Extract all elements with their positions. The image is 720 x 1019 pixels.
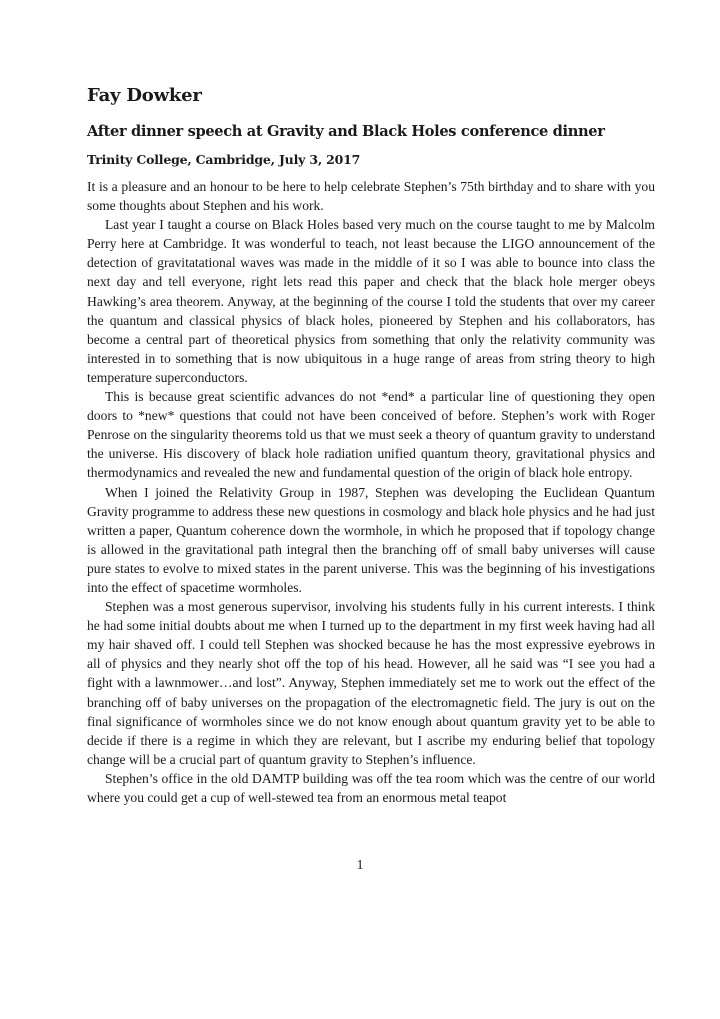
venue-date-subtitle: Trinity College, Cambridge, July 3, 2017	[87, 152, 361, 167]
paragraph-5: Stephen was a most generous supervisor, involving his students fully in his current interests. I think he had some initial doubts about me when I turned up to the department in my first week having had all my hair shaved off. I could tell Stephen was shocked because he has the most expressive eyebrows in all of physics and they nearly shot off the top of his head. However, all he said was “I see you had a fight with a lawnmower…and lost”. Anyway, Stephen immediately set me to work out the effect of the branching off of baby universes on the propagation of the electromagnetic field. The jury is out on the final significance of wormholes since we do not know enough about quantum gravity yet to be able to decide if there is a regime in which they are relevant, but I ascribe my enduring belief that topology change will be a crucial part of quantum gravity to Stephen’s influence.	[87, 599, 655, 767]
paragraph-6: Stephen’s office in the old DAMTP building was off the tea room which was the centre of our world where you could get a cup of well-stewed tea from an enormous metal teapot	[87, 770, 655, 805]
speech-title: After dinner speech at Gravity and Black Holes conference dinner	[87, 123, 605, 140]
paragraph-3: This is because great scientific advances do not *end* a particular line of questioning they open doors to *new* questions that could not have been conceived of before. Stephen’s work with Roger Penrose on the singularity theorems told us that we must seek a theory of quantum gravity to understand the universe. His discovery of black hole radiation unified quantum theory, gravitational physics and thermodynamics and revealed the new and fundamental question of the origin of black hole entropy.	[87, 389, 655, 481]
speech-body	[87, 177, 655, 807]
paragraph-4: When I joined the Relativity Group in 1987, Stephen was developing the Euclidean Quantum Gravity programme to address these new questions in cosmology and black hole physics and he had just written a paper, Quantum coherence down the wormhole, in which he proposed that if topology change is allowed in the gravitational path integral then the branching off of small baby universes will cause pure states to evolve to mixed states in the parent universe. This was the beginning of his investigations into the effect of spacetime wormholes.	[87, 484, 655, 595]
document-page	[87, 82, 655, 807]
paragraph-1: It is a pleasure and an honour to be here to help celebrate Stephen’s 75th birthday and to share with you some thoughts about Stephen and his work.	[87, 179, 655, 214]
paragraph-2: Last year I taught a course on Black Holes based very much on the course taught to me by Malcolm Perry here at Cambridge. It was wonderful to teach, not least because the LIGO announcement of the detection of gravitatational waves was made in the middle of it so I was able to bounce into class the next day and tell everyone, right lets read this paper and check that the black hole merger obeys Hawking’s area theorem. Anyway, at the beginning of the course I told the students that over my career the quantum and classical physics of black holes, pioneered by Stephen and his collaborators, has become a central part of theoretical physics from something that only the relativity community was interested in to something that is now ubiquitous in a huge range of areas from string theory to high temperature superconductors.	[87, 217, 655, 385]
author-heading: Fay Dowker	[87, 85, 202, 106]
page-number: 1	[356, 857, 364, 872]
